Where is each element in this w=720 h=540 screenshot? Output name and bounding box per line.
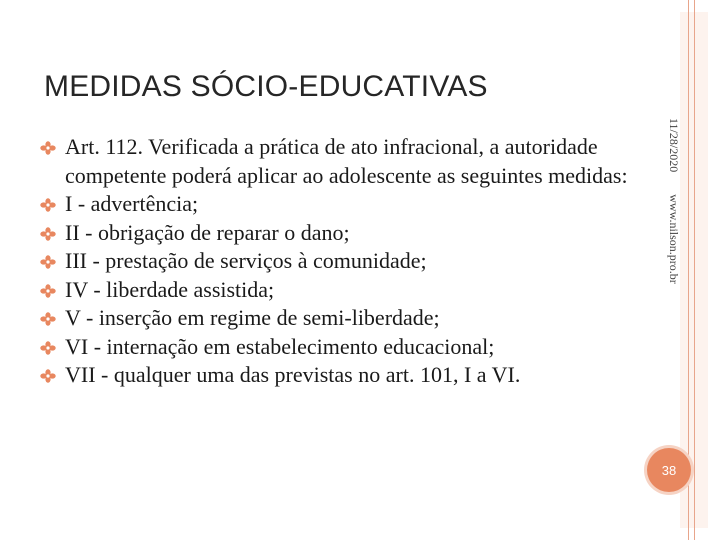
bullet-text: II - obrigação de reparar o dano; [65, 219, 350, 245]
bullet-text: VI - internação em estabelecimento educacional; [65, 333, 495, 359]
slide-date: 11/28/2020 [667, 118, 681, 173]
bullet-text: VII - qualquer uma das previstas no art. 101, I a VI. [65, 362, 521, 387]
flower-icon [40, 141, 56, 155]
bullet-item [40, 190, 640, 219]
bullet-text: IV - liberdade assistida; [65, 276, 275, 302]
page-number-badge [647, 448, 691, 492]
flower-icon [40, 312, 56, 326]
slide-title: MEDIDAS SÓCIO-EDUCATIVAS [44, 70, 488, 103]
bullet-item [40, 276, 640, 305]
page-number: 38 [661, 462, 677, 478]
bullet-text: III - prestação de serviços à comunidade; [65, 248, 427, 273]
bullet-item [40, 304, 640, 333]
flower-icon [40, 255, 56, 269]
bullet-item [40, 333, 640, 362]
bullet-item [40, 247, 640, 276]
flower-icon [40, 227, 56, 241]
flower-icon [40, 198, 56, 212]
flower-icon [40, 369, 56, 383]
bullet-text: V - inserção em regime de semi-liberdade; [65, 305, 440, 330]
bullet-item [40, 219, 640, 248]
bullet-text: I - advertência; [65, 191, 199, 216]
bullet-list [40, 133, 640, 390]
flower-icon [40, 284, 56, 298]
flower-icon [40, 341, 56, 355]
bullet-item [40, 133, 640, 190]
bullet-item [40, 361, 640, 390]
side-footer [666, 118, 681, 284]
frame-line-right [694, 0, 695, 540]
bullet-text: Art. 112. Verificada a prática de ato infracional, a autoridade competente poderá aplicar ao adolescente as seguintes medidas: [65, 134, 628, 188]
website-url: www.nilson.pro.br [667, 194, 681, 284]
